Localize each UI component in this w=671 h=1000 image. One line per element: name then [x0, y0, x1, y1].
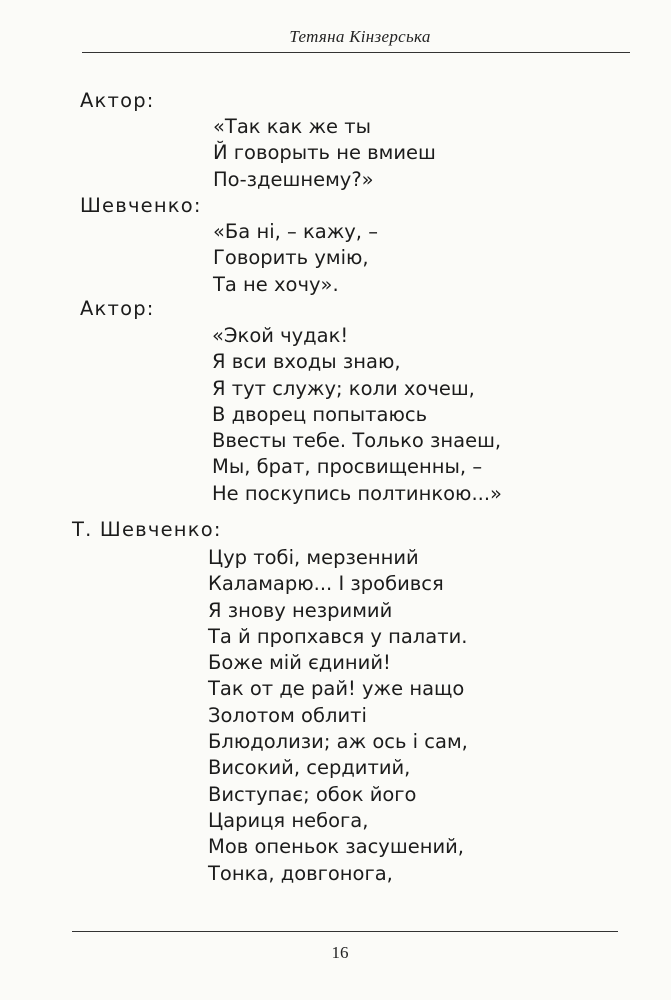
verse-line: Не поскупись полтинкою...» [212, 481, 502, 505]
verse-line: Тонка, довгонога, [208, 861, 393, 885]
running-head: Тетяна Кінзерська [289, 27, 431, 46]
verse-line: Золотом облиті [208, 703, 367, 727]
verse-line: Високий, сердитий, [208, 756, 411, 780]
verse-line: Мы, брат, просвищенны, – [212, 455, 483, 479]
verse-line: Я знову незримий [208, 598, 393, 622]
verse-line: Говорить умію, [213, 246, 369, 270]
verse-line: Та не хочу». [213, 272, 339, 296]
verse-line: Боже мій єдиний! [208, 651, 391, 675]
verse-line: Цариця небога, [208, 808, 369, 832]
verse-line: Виступає; обок його [208, 782, 417, 806]
verse-line: Цур тобі, мерзенний [208, 546, 419, 569]
verse-line: Мов опеньок засушений, [208, 835, 464, 859]
verse-line: Ввесты тебе. Только знаеш, [212, 429, 502, 453]
verse-line: «Так как же ты [213, 115, 371, 138]
verse-line: «Экой чудак! [212, 324, 349, 347]
verse-stanza [213, 114, 436, 193]
footer-rule [72, 931, 618, 932]
verse-line: В дворец попытаюсь [212, 402, 428, 426]
verse-line: Та й пропхався у палати. [208, 624, 468, 648]
verse-stanza [208, 545, 468, 887]
speaker-label: Актор: [80, 89, 155, 112]
verse-line: Так от де рай! уже нащо [208, 677, 465, 701]
speaker-label: Шевченко: [80, 194, 202, 217]
verse-line: Я вси входы знаю, [212, 350, 401, 374]
verse-line: Блюдолизи; аж ось і сам, [208, 730, 468, 754]
verse-line: Й говорыть не вмиеш [213, 141, 436, 165]
verse-line: Каламарю... І зробився [208, 572, 444, 596]
speaker-label: Актор: [80, 297, 155, 320]
speaker-label: Т. Шевченко: [72, 518, 222, 541]
verse-line: По-здешнему?» [213, 167, 374, 191]
verse-line: «Ба ні, – кажу, – [213, 220, 378, 243]
verse-stanza [213, 219, 378, 298]
header-rule [82, 52, 630, 53]
verse-line: Я тут служу; коли хочеш, [212, 376, 475, 400]
page-number: 16 [331, 943, 349, 962]
verse-stanza [212, 323, 502, 507]
